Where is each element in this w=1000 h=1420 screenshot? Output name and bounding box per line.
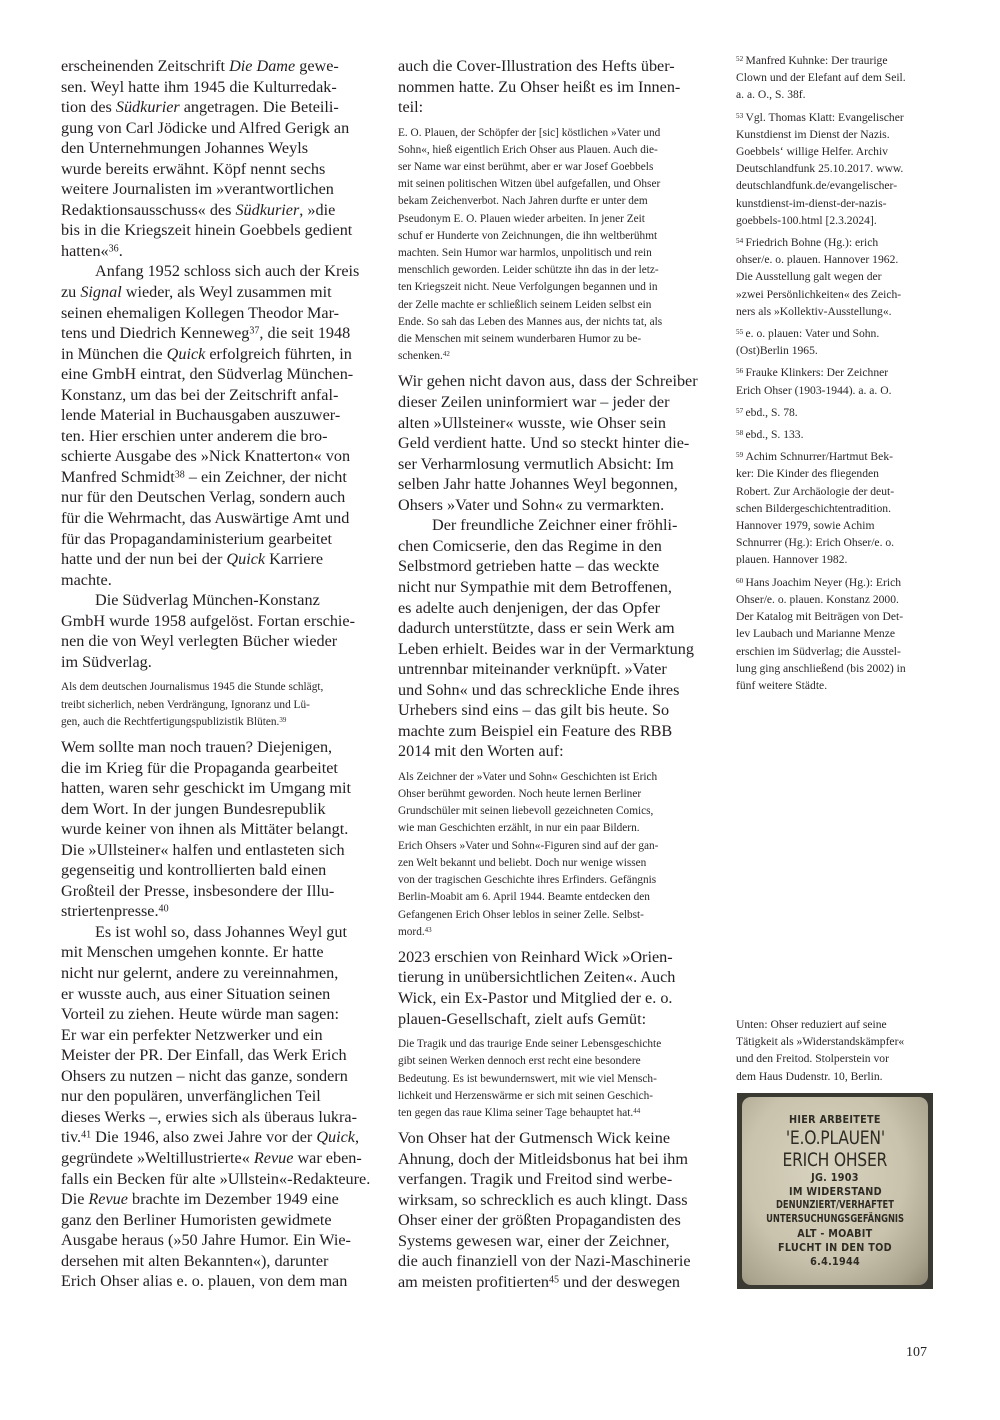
footnote-ref: 44 bbox=[633, 1106, 641, 1115]
footnotes-column bbox=[736, 52, 936, 699]
footnote-number: 57 bbox=[736, 406, 744, 415]
footnote-ref: 36 bbox=[108, 243, 119, 255]
footnote-ref: 37 bbox=[249, 325, 260, 337]
footnote: $^{54}$ Friedrich Bohne (Hg.): erich ohser/e. o. plauen. Hannover 1962. Die Ausstellung galt wegen der »zwei Persönlichkeiten« des Zeich- ners als »Kollektiv-Ausstellung«. bbox=[736, 236, 902, 318]
footnote: $^{58}$ ebd., S. 133. bbox=[736, 428, 804, 442]
footnote-ref: 45 bbox=[549, 1274, 560, 1286]
footnote: $^{56}$ Frauke Klinkers: Der Zeichner Erich Ohser (1903-1944). a. a. O. bbox=[736, 366, 892, 397]
paragraph: Die Südverlag München-Konstanz GmbH wurde 1958 aufgelöst. Fortan erschie- nen die von Weyl verlegten Bücher wieder im Südverlag. bbox=[61, 591, 355, 671]
footnote-number: 60 bbox=[736, 576, 744, 585]
middle-column bbox=[398, 56, 720, 1292]
footnote-ref: 41 bbox=[81, 1129, 92, 1141]
paragraph: Es ist wohl so, dass Johannes Weyl gut mit Menschen umgehen konnte. Er hatte nicht nur gelernt, andere zu vereinnahmen, er wusste auch, aus einer Situation seinen Vorteil zu ziehen. Heute würde man sagen: Er war ein perfekter Netzwerker und ein Meister der PR. Der Einfall, das Werk Erich Ohsers zu nutzen – nicht das ganze, sondern nur den populären, unverfänglichen Teil dieses Werks –, erwies sich als überaus lukra- tiv.$^{41}$ Die 1946, also zwei Jahre vor der Quick, gegründete »Weltillustrierte« Revue war eben- falls ein Becken für alte »Ullstein«-Redakteure. Die Revue brachte im Dezember 1949 eine ganz den Berliner Humoristen gewidmete Ausgabe heraus (»50 Jahre Humor. Ein Wie- dersehen mit alten Bekannten«), darunter Erich Ohser alias e. o. plauen, von dem man bbox=[61, 922, 371, 1291]
stone-line: JG. 1903 bbox=[811, 1172, 859, 1184]
footnote-ref: 42 bbox=[442, 350, 450, 359]
footnote: $^{55}$ e. o. plauen: Vater und Sohn. (Ost)Berlin 1965. bbox=[736, 327, 880, 358]
footnote-number: 52 bbox=[736, 54, 744, 63]
paragraph: Wem sollte man noch trauen? Diejenigen, die im Krieg für die Propaganda gearbeitet hatten, waren sehr geschickt im Umgang mit dem Wort. In der jungen Bundesrepublik wurde keiner von ihnen als Mittäter belangt. Die »Ullsteiner« halfen und entlasteten sich gegenseitig und kontrollierten bald einen Großteil der Presse, insbesondere der Illu- striertenpresse.$^{40}$ bbox=[61, 738, 351, 921]
footnote: $^{52}$ Manfred Kuhnke: Der traurige Clown und der Elefant auf dem Seil. a. a. O., S. 38f. bbox=[736, 54, 906, 102]
footnote-ref: 38 bbox=[174, 469, 185, 481]
stolperstein-photo bbox=[737, 1093, 933, 1289]
stone-line: DENUNZIERT/VERHAFTET bbox=[776, 1200, 894, 1211]
paragraph: 2023 erschien von Reinhard Wick »Orien- tierung in unübersichtlichen Zeiten«. Auch Wick, ein Ex-Pastor und Mitglied der e. o. plauen-Gesellschaft, zielt aufs Gemüt: bbox=[398, 947, 676, 1028]
footnote-number: 56 bbox=[736, 367, 744, 376]
footnote: $^{57}$ ebd., S. 78. bbox=[736, 405, 798, 419]
stone-line: 6.4.1944 bbox=[810, 1256, 860, 1268]
footnote-number: 54 bbox=[736, 236, 744, 245]
paragraph: Von Ohser hat der Gutmensch Wick keine Ahnung, doch der Mitleidsbonus hat bei ihm verfangen. Tragik und Freitod sind werbe- wirksam, so schrecklich es auch klingt. Dass Ohser einer der größten Propagandisten des Systems gewesen war, einer der Zeichner, die auch finanziell von der Nazi-Maschinerie am meisten profitierten$^{45}$ und der deswegen bbox=[398, 1129, 691, 1291]
block-quote: Die Tragik und das traurige Ende seiner Lebensgeschichte gibt seinen Werken dennoch erst recht eine besondere Bedeutung. Es ist bewundernswert, mit wie viel Mensch- lichkeit und Herzenswärme er sich mit seinen Geschich- ten gegen das raue Klima seiner Tage behauptet hat.$^{44}$ bbox=[398, 1038, 662, 1119]
footnote-number: 58 bbox=[736, 428, 744, 437]
stone-line: HIER ARBEITETE bbox=[789, 1114, 881, 1126]
footnote: $^{60}$ Hans Joachim Neyer (Hg.): Erich Ohser/e. o. plauen. Konstanz 2000. Der Katalog mit Beiträgen von Det- lev Laubach und Marianne Menze erschien im Südverlag; die Ausstel- lung ging anschließend (bis 2002) in fünf weitere Städte. bbox=[736, 575, 906, 692]
footnote: $^{53}$ Vgl. Thomas Klatt: Evangelischer Kunstdienst im Dienst der Nazis. Goebbels‘ willige Helfer. Archiv Deutschlandfunk 25.10.2017. www. deutschlandfunk.de/evangelischer- kunstdienst-im-dienst-der-nazis- goebbels-100.html [2.3.2024]. bbox=[736, 110, 904, 227]
stone-line: ERICH OHSER bbox=[782, 1149, 888, 1171]
block-quote: E. O. Plauen, der Schöpfer der [sic] köstlichen »Vater und Sohn«, hieß eigentlich Erich Ohser aus Plauen. Auch die- ser Name war einst berühmt, aber er war Josef Goebbels mit seinen politischen Witzen übel aufgefallen, und Ohser bekam Zeichenverbot. Nach Jahren durfte er unter dem Pseudonym E. O. Plauen wieder arbeiten. In jener Zeit schuf er Hunderte von Zeichnungen, die ihn weltberühmt machten. Sein Humor war harmlos, unpolitisch und rein menschlich geworden. Leider schützte ihn das in der letz- ten Kriegszeit nicht. Neue Verfolgungen begannen und in der Zelle machte er schließlich seinem Leiden selbst ein Ende. So sah das Leben des Mannes aus, der nichts tat, als die Menschen mit seinem wunderbaren Humor zu be- schenken.$^{42}$ bbox=[398, 126, 663, 363]
footnote-ref: 40 bbox=[158, 903, 169, 915]
footnote: $^{59}$ Achim Schnurrer/Hartmut Bek- ker: Die Kinder des fliegenden Robert. Zur Archäologie der deut- schen Bildergeschichtentradition. Hannover 1979, sowie Achim Schnurrer (Hg.): Erich Ohser/e. o. plauen. Hannover 1982. bbox=[736, 450, 895, 567]
stolperstein-plate bbox=[742, 1097, 928, 1285]
paragraph: erscheinenden Zeitschrift Die Dame gewe- sen. Weyl hatte ihm 1945 die Kulturredak- tion des Südkurier angetragen. Die Beteili- gung von Carl Jödicke und Alfred Gerigk an den Unternehmungen Johannes Weyls wurde bereits erwähnt. Köpf nennt sechs weitere Journalisten im »verantwortlichen Redaktionsausschuss« des Südkurier, »die bis in die Kriegszeit hinein Goebbels gedient hatten«$^{36}$. bbox=[61, 57, 353, 260]
footnote-number: 53 bbox=[736, 111, 744, 120]
paragraph: Wir gehen nicht davon aus, dass der Schreiber dieser Zeilen uninformiert war – jeder der alten »Ullsteiner« wusste, wie Ohser sein Geld verdient hatte. Und so steckt hinter die- ser Verharmlosung vermutlich Absicht: Im selben Jahr hatte Johannes Weyl begonnen, Ohsers »Vater und Sohn« zu vermarkten. bbox=[398, 372, 698, 514]
footnote-ref: 43 bbox=[424, 925, 432, 934]
stone-line: FLUCHT IN DEN TOD bbox=[777, 1242, 892, 1254]
stone-line: IM WIDERSTAND bbox=[788, 1186, 882, 1198]
footnote-ref: 39 bbox=[279, 715, 287, 724]
footnote-number: 59 bbox=[736, 451, 744, 460]
image-caption: Unten: Ohser reduziert auf seine Tätigkeit als »Widerstandskämpfer« und den Freitod. Stolperstein vor dem Haus Dudenstr. 10, Berlin. bbox=[736, 1018, 905, 1083]
paragraph: Anfang 1952 schloss sich auch der Kreis zu Signal wieder, als Weyl zusammen mit seinen ehemaligen Kollegen Theodor Mar- tens und Diedrich Kenneweg$^{37}$, die seit 1948 in München die Quick erfolgreich führten, in eine GmbH eintrat, den Südverlag München- Konstanz, um das bei der Zeitschrift anfal- lende Material in Buchausgaben auszuwer- ten. Hier erschien unter anderem die bro- schierte Ausgabe des »Nick Knatterton« von Manfred Schmidt$^{38}$ – ein Zeichner, der nicht nur für den Deutschen Verlag, sondern auch für die Wehrmacht, das Auswärtige Amt und für das Propagandaministerium gearbeitet hatte und der nun bei der Quick Karriere machte. bbox=[61, 262, 360, 589]
left-column bbox=[61, 56, 381, 1292]
stone-line: ALT - MOABIT bbox=[797, 1228, 873, 1240]
stone-line: UNTERSUCHUNGSGEFÄNGNIS bbox=[766, 1214, 904, 1225]
block-quote: Als Zeichner der »Vater und Sohn« Geschichten ist Erich Ohser berühmt geworden. Noch heute lernen Berliner Grundschüler mit seinen liebevoll gezeichneten Comics, wie man Geschichten erzählt, in nur ein paar Bildern. Erich Ohsers »Vater und Sohn«-Figuren sind auf der gan- zen Welt bekannt und beliebt. Doch nur wenige wissen von der tragischen Geschichte ihres Erfinders. Gefängnis Berlin-Moabit am 6. April 1944. Beamte entdecken den Gefangenen Erich Ohser leblos in seiner Zelle. Selbst- mord.$^{43}$ bbox=[398, 770, 659, 938]
paragraph: Der freundliche Zeichner einer fröhli- chen Comicserie, den das Regime in den Selbstmord getrieben hatte – das weckte nicht nur Sympathie mit dem Betroffenen, es adelte auch denjenigen, der das Opfer dadurch unterstützte, dass er sein Werk am Leben erhielt. Beides war in der Vermarktung untrennbar miteinander verknüpft. »Vater und Sohn« und das schreckliche Ende ihres Urhebers sind eins – das gilt bis heute. So machte zum Beispiel ein Feature des RBB 2014 mit den Worten auf: bbox=[398, 516, 694, 761]
footnote-number: 55 bbox=[736, 327, 744, 336]
page-number: 107 bbox=[906, 1345, 927, 1360]
stone-line: 'E.O.PLAUEN' bbox=[785, 1127, 885, 1149]
paragraph: auch die Cover-Illustration des Hefts über- nommen hatte. Zu Ohser heißt es im Innen- teil: bbox=[398, 57, 681, 117]
block-quote: Als dem deutschen Journalismus 1945 die Stunde schlägt, treibt sicherlich, neben Verdrängung, Ignoranz und Lü- gen, auch die Rechtfertigungspublizistik Blüten.$^{39}$ bbox=[61, 681, 324, 728]
